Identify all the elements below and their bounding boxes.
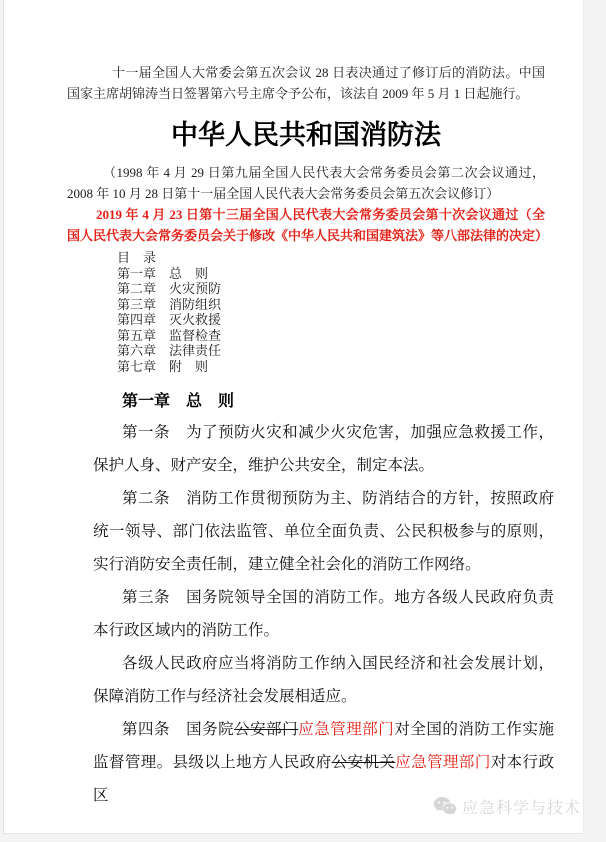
article-paragraph (93, 647, 554, 713)
document-title: 中华人民共和国消防法 (171, 120, 441, 150)
article-text: 第四条 国务院 (122, 721, 235, 738)
toc-heading: 目 录 (117, 250, 157, 265)
article-text: 第三条 国务院领导全国的消防工作。地方各级人民政府负责本行政区域内的消防工作。 (93, 589, 554, 639)
inserted-text: 应急管理部门 (298, 721, 395, 738)
inserted-text: 应急管理部门 (395, 754, 491, 771)
article-paragraph (93, 482, 554, 581)
article-text: 各级人民政府应当将消防工作纳入国民经济和社会发展计划，保障消防工作与经济社会发展相适应。 (93, 655, 554, 705)
article-paragraph (93, 581, 554, 647)
toc-item: 第三章 消防组织 (117, 296, 222, 312)
deleted-text: 公安部门 (234, 721, 299, 738)
article-text: 对全国的消防工作实施监督管理。县级以上地方人民政府 (93, 721, 554, 771)
articles (93, 416, 554, 812)
enactment-note: （1998 年 4 月 29 日第九届全国人民代表大会常务委员会第二次会议通过，2008 年 10 月 28 日第十一届全国人民代表大会常务委员会第五次会议修订） (67, 165, 545, 201)
toc-item: 第二章 火灾预防 (117, 281, 222, 296)
article-text: 第二条 消防工作贯彻预防为主、防消结合的方针，按照政府统一领导、部门依法监管、单位全面负责、公民积极参与的原则，实行消防安全责任制，建立健全社会化的消防工作网络。 (93, 490, 554, 573)
deleted-text: 公安机关 (331, 754, 396, 771)
article-paragraph (93, 416, 554, 482)
chapter-heading: 第一章 总 则 (122, 393, 235, 410)
article-text: 第一条 为了预防火灾和减少火灾危害，加强应急救援工作，保护人身、财产安全，维护公共安全，制定本法。 (93, 424, 554, 474)
toc-item: 第一章 总 则 (117, 265, 209, 281)
amendment-note: 2019 年 4 月 23 日第十三届全国人民代表大会常务委员会第十次会议通过（全国人民代表大会常务委员会关于修改《中华人民共和国建筑法》等八部法律的决定） (67, 207, 549, 243)
toc-item: 第五章 监督检查 (117, 327, 222, 343)
document-page (3, 0, 584, 834)
toc-item: 第七章 附 则 (117, 358, 209, 374)
wechat-icon (433, 796, 457, 817)
intro-paragraph: 十一届全国人大常委会第五次会议 28 日表决通过了修订后的消防法。中国国家主席胡锦涛当日签署第六号主席令予公布，该法自 2009 年 5 月 1 日起施行。 (67, 65, 545, 101)
toc-item: 第四章 灭火救援 (117, 312, 222, 327)
watermark (433, 795, 581, 818)
table-of-contents (117, 250, 545, 374)
document-header (67, 62, 549, 374)
document-body (93, 390, 554, 812)
toc-item: 第六章 法律责任 (117, 343, 222, 358)
article-text: 对本行政区 (93, 754, 554, 804)
watermark-label: 应急科学与技术 (462, 800, 582, 817)
